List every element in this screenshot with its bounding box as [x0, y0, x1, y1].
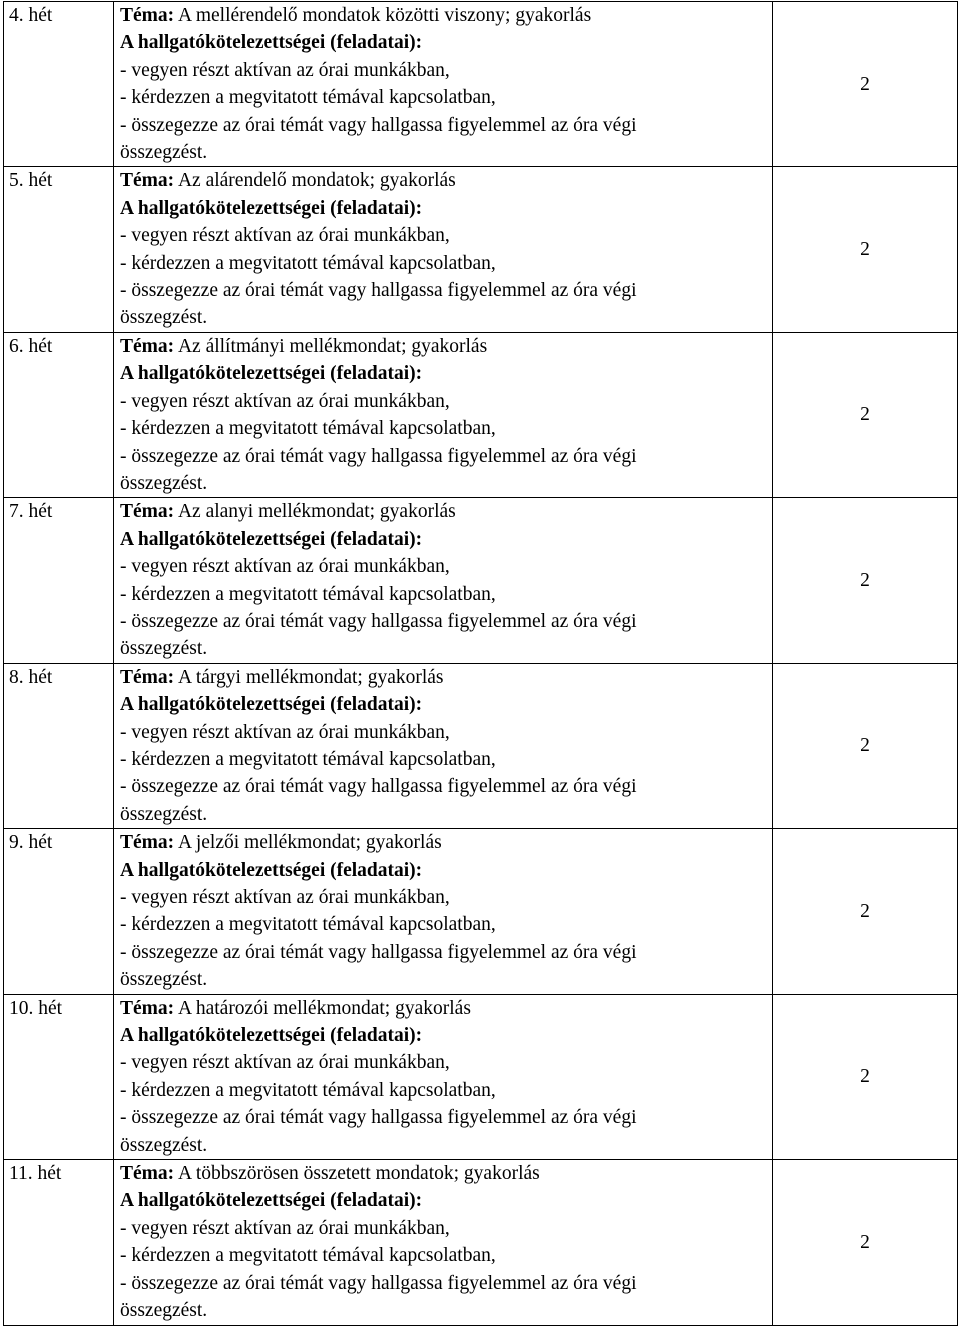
duty-item-participate: - vegyen részt aktívan az órai munkákban,: [120, 1052, 450, 1074]
duty-item-summarize-cont: összegzést.: [120, 1300, 208, 1322]
week-cell: [4, 2, 114, 167]
week-label: 9. hét: [9, 832, 53, 854]
duty-item-summarize-cont: összegzést.: [120, 969, 208, 991]
duty-item-participate: - vegyen részt aktívan az órai munkákban,: [120, 721, 450, 743]
duties-heading: A hallgatókötelezettségei (feladatai):: [120, 528, 423, 550]
duty-item-summarize: - összegezze az órai témát vagy hallgassa figyelemmel az óra végi: [120, 776, 637, 798]
duty-item-summarize-cont: összegzést.: [120, 1134, 208, 1156]
duty-item-summarize-cont: összegzést.: [120, 803, 208, 825]
hours-cell: [773, 332, 958, 497]
topic-line: [120, 2, 766, 29]
topic-label: Téma:: [120, 5, 175, 26]
duty-item-ask: - kérdezzen a megvitatott témával kapcsolatban,: [120, 914, 496, 936]
duty-item-participate: - vegyen részt aktívan az órai munkákban,: [120, 59, 450, 81]
topic-cell: [114, 332, 773, 497]
duty-item-ask: - kérdezzen a megvitatott témával kapcsolatban,: [120, 748, 496, 770]
table-row: [4, 332, 958, 497]
week-cell: [4, 1160, 114, 1325]
week-label: 5. hét: [9, 170, 53, 192]
week-cell: [4, 498, 114, 663]
week-label: 10. hét: [9, 997, 63, 1019]
duty-item-ask: - kérdezzen a megvitatott témával kapcsolatban,: [120, 87, 496, 109]
topic-label: Téma:: [120, 832, 175, 854]
schedule-rows: [4, 2, 958, 1326]
table-row: [4, 829, 958, 994]
hours-cell: [773, 498, 958, 663]
week-label: 8. hét: [9, 666, 53, 688]
duties-heading: A hallgatókötelezettségei (feladatai):: [120, 1025, 423, 1047]
table-row: [4, 994, 958, 1159]
topic-text: A többszörösen összetett mondatok; gyakorlás: [174, 1163, 540, 1185]
duty-item-ask: - kérdezzen a megvitatott témával kapcsolatban,: [120, 1079, 496, 1101]
hours-value: 2: [860, 1231, 870, 1253]
duty-item-summarize: - összegezze az órai témát vagy hallgassa figyelemmel az óra végi: [120, 445, 637, 467]
duty-item-summarize-cont: összegzést.: [120, 638, 208, 660]
hours-value: 2: [860, 1066, 870, 1088]
duties-heading: A hallgatókötelezettségei (feladatai):: [120, 32, 423, 54]
duty-item-participate: - vegyen részt aktívan az órai munkákban,: [120, 390, 450, 412]
duty-item-summarize-cont: összegzést.: [120, 307, 208, 329]
table-row: [4, 167, 958, 332]
duty-item-ask: - kérdezzen a megvitatott témával kapcsolatban,: [120, 583, 496, 605]
hours-value: 2: [860, 404, 870, 426]
table-row: [4, 2, 958, 167]
course-schedule-table: [3, 1, 958, 1326]
duty-item-summarize: - összegezze az órai témát vagy hallgassa figyelemmel az óra végi: [120, 1107, 637, 1129]
hours-value: 2: [860, 735, 870, 757]
duty-item-ask: - kérdezzen a megvitatott témával kapcsolatban,: [120, 252, 496, 274]
hours-value: 2: [860, 238, 870, 260]
duties-heading: A hallgatókötelezettségei (feladatai):: [120, 694, 423, 716]
week-cell: [4, 167, 114, 332]
duty-item-participate: - vegyen részt aktívan az órai munkákban,: [120, 1217, 450, 1239]
topic-line: [120, 829, 766, 856]
duty-item-summarize: - összegezze az órai témát vagy hallgassa figyelemmel az óra végi: [120, 610, 637, 632]
duty-item-ask: - kérdezzen a megvitatott témával kapcsolatban,: [120, 1245, 496, 1267]
duty-item-summarize-cont: összegzést.: [120, 142, 208, 164]
topic-cell: [114, 663, 773, 828]
duty-item-summarize: - összegezze az órai témát vagy hallgassa figyelemmel az óra végi: [120, 280, 637, 302]
topic-cell: [114, 2, 773, 167]
duties-heading: A hallgatókötelezettségei (feladatai):: [120, 197, 423, 219]
hours-value: 2: [860, 900, 870, 922]
week-cell: [4, 332, 114, 497]
week-cell: [4, 829, 114, 994]
topic-text: A tárgyi mellékmondat; gyakorlás: [174, 666, 444, 688]
topic-label: Téma:: [120, 666, 175, 688]
duty-item-summarize: - összegezze az órai témát vagy hallgassa figyelemmel az óra végi: [120, 114, 637, 136]
topic-text: A mellérendelő mondatok közötti viszony; gyakorlás: [174, 5, 592, 26]
topic-text: A jelzői mellékmondat; gyakorlás: [174, 832, 442, 854]
topic-line: [120, 664, 766, 691]
topic-cell: [114, 1160, 773, 1325]
topic-label: Téma:: [120, 335, 175, 357]
duty-item-participate: - vegyen részt aktívan az órai munkákban,: [120, 887, 450, 908]
hours-cell: [773, 1160, 958, 1325]
topic-text: A határozói mellékmondat; gyakorlás: [174, 997, 471, 1019]
duties-heading: A hallgatókötelezettségei (feladatai):: [120, 859, 423, 881]
hours-value: 2: [860, 73, 870, 95]
topic-text: Az alárendelő mondatok; gyakorlás: [174, 170, 456, 192]
topic-label: Téma:: [120, 501, 175, 523]
topic-label: Téma:: [120, 1163, 175, 1185]
topic-text: Az állítmányi mellékmondat; gyakorlás: [174, 335, 488, 357]
duty-item-summarize: - összegezze az órai témát vagy hallgassa figyelemmel az óra végi: [120, 1272, 637, 1294]
hours-cell: [773, 2, 958, 167]
week-cell: [4, 994, 114, 1159]
topic-label: Téma:: [120, 170, 175, 192]
week-label: 6. hét: [9, 335, 53, 357]
hours-value: 2: [860, 569, 870, 591]
topic-line: [120, 333, 766, 360]
week-cell: [4, 663, 114, 828]
topic-cell: [114, 498, 773, 663]
duty-item-participate: - vegyen részt aktívan az órai munkákban,: [120, 556, 450, 578]
topic-cell: [114, 829, 773, 994]
table-row: [4, 1160, 958, 1325]
topic-cell: [114, 994, 773, 1159]
topic-cell: [114, 167, 773, 332]
duty-item-ask: - kérdezzen a megvitatott témával kapcsolatban,: [120, 418, 496, 440]
duties-heading: A hallgatókötelezettségei (feladatai):: [120, 1190, 423, 1212]
week-label: 7. hét: [9, 501, 53, 523]
duty-item-summarize: - összegezze az órai témát vagy hallgassa figyelemmel az óra végi: [120, 941, 637, 963]
duties-heading: A hallgatókötelezettségei (feladatai):: [120, 363, 423, 385]
topic-line: [120, 1160, 766, 1187]
table-row: [4, 498, 958, 663]
week-label: 11. hét: [9, 1163, 62, 1185]
hours-cell: [773, 167, 958, 332]
topic-line: [120, 995, 766, 1022]
duty-item-participate: - vegyen részt aktívan az órai munkákban,: [120, 225, 450, 247]
topic-label: Téma:: [120, 997, 175, 1019]
hours-cell: [773, 829, 958, 994]
hours-cell: [773, 994, 958, 1159]
table-row: [4, 663, 958, 828]
duty-item-summarize-cont: összegzést.: [120, 472, 208, 494]
topic-line: [120, 167, 766, 194]
topic-text: Az alanyi mellékmondat; gyakorlás: [174, 501, 456, 523]
week-label: 4. hét: [9, 5, 53, 26]
topic-line: [120, 498, 766, 525]
hours-cell: [773, 663, 958, 828]
